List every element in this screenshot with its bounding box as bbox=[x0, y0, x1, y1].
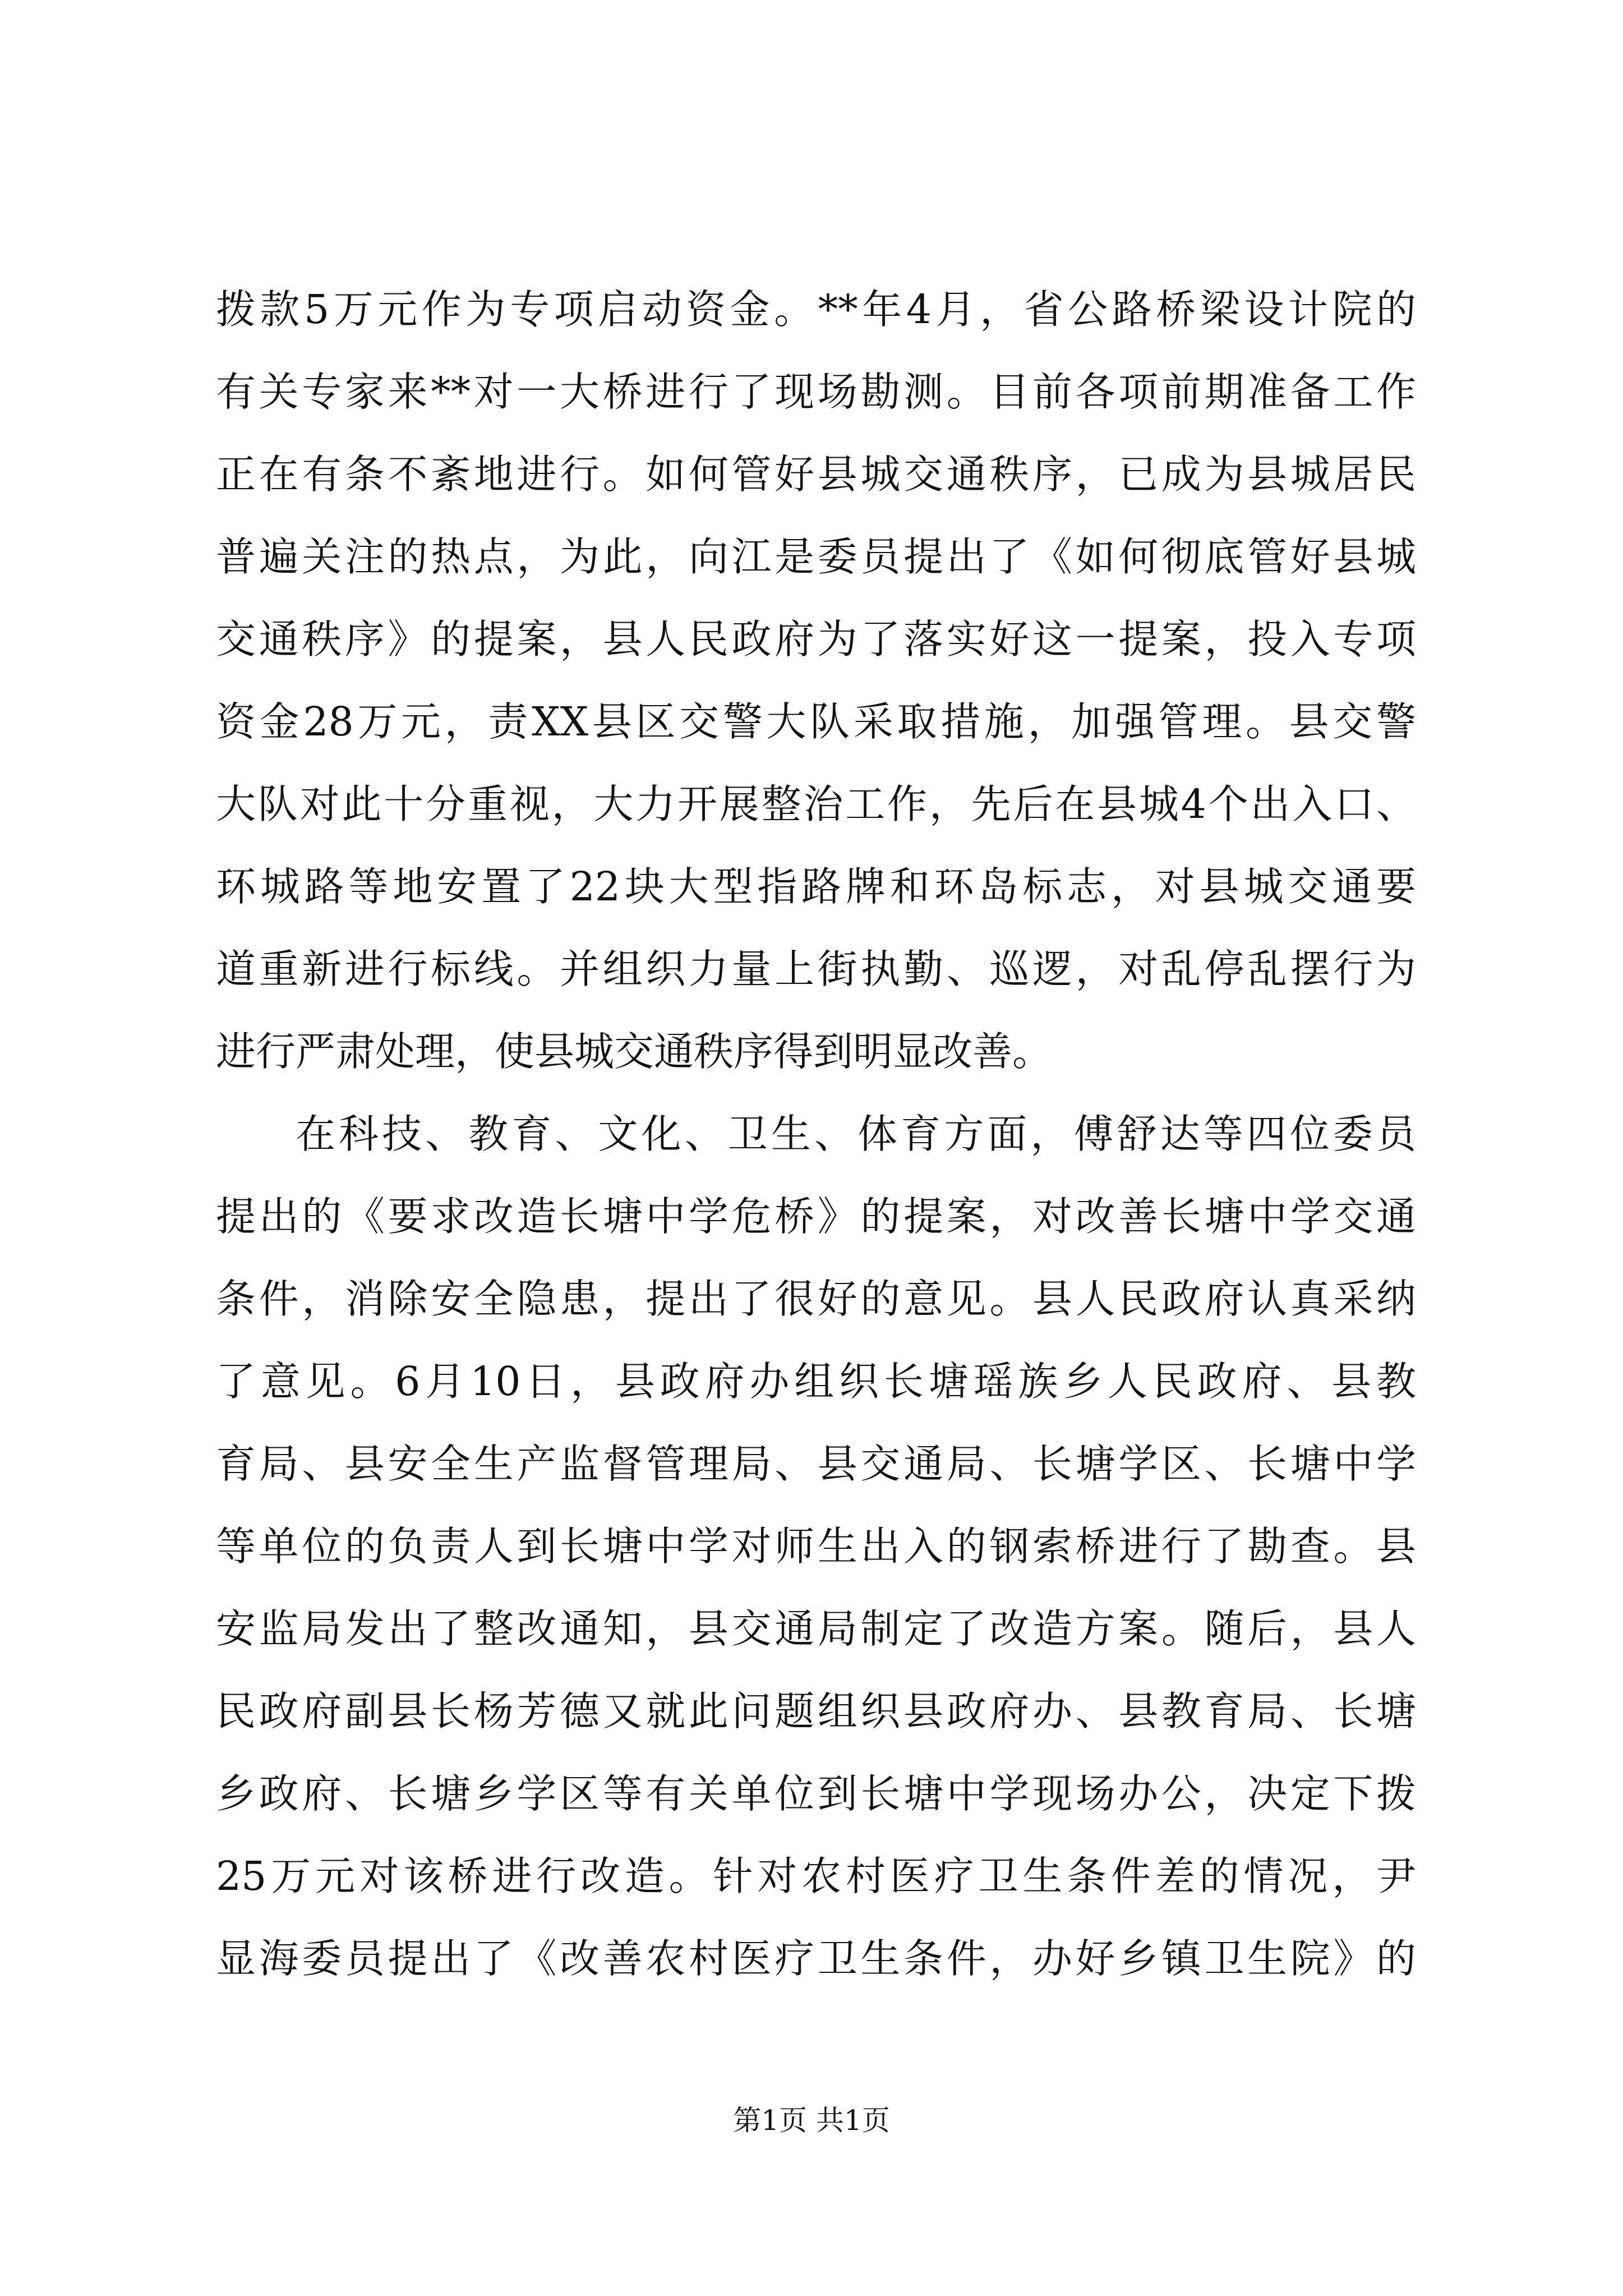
text-line: 交通秩序》的提案，县人民政府为了落实好这一提案，投入专项 bbox=[216, 616, 1416, 662]
text-line: 正在有条不紊地进行。如何管好县城交通秩序，已成为县城居民 bbox=[216, 451, 1416, 498]
text-line: 普遍关注的热点，为此，向江是委员提出了《如何彻底管好县城 bbox=[216, 533, 1416, 580]
text-line: 等单位的负责人到长塘中学对师生出入的钢索桥进行了勘查。县 bbox=[216, 1523, 1416, 1570]
paragraph-2 bbox=[216, 1093, 1416, 2000]
text-line: 在科技、教育、文化、卫生、体育方面，傅舒达等四位委员 bbox=[296, 1111, 1416, 1157]
text-line: 育局、县安全生产监督管理局、县交通局、长塘学区、长塘中学 bbox=[216, 1441, 1416, 1487]
text-line: 25万元对该桥进行改造。针对农村医疗卫生条件差的情况，尹 bbox=[216, 1853, 1416, 1899]
text-line: 道重新进行标线。并组织力量上街执勤、巡逻，对乱停乱摆行为 bbox=[216, 946, 1416, 992]
text-line: 民政府副县长杨芳德又就此问题组织县政府办、县教育局、长塘 bbox=[216, 1688, 1416, 1734]
body-text bbox=[216, 268, 1416, 2000]
text-line: 进行严肃处理，使县城交通秩序得到明显改善。 bbox=[216, 1028, 1053, 1075]
text-line: 了意见。6月10日，县政府办组织长塘瑶族乡人民政府、县教 bbox=[216, 1358, 1416, 1405]
text-line: 条件，消除安全隐患，提出了很好的意见。县人民政府认真采纳 bbox=[216, 1276, 1416, 1322]
text-line: 有关专家来**对一大桥进行了现场勘测。目前各项前期准备工作 bbox=[216, 369, 1416, 415]
text-line: 环城路等地安置了22块大型指路牌和环岛标志，对县城交通要 bbox=[216, 863, 1416, 910]
text-line: 提出的《要求改造长塘中学危桥》的提案，对改善长塘中学交通 bbox=[216, 1193, 1416, 1240]
text-line: 乡政府、长塘乡学区等有关单位到长塘中学现场办公，决定下拨 bbox=[216, 1770, 1416, 1817]
text-line: 资金28万元，责XX县区交警大队采取措施，加强管理。县交警 bbox=[216, 698, 1416, 745]
text-line: 安监局发出了整改通知，县交通局制定了改造方案。随后，县人 bbox=[216, 1605, 1416, 1652]
text-line: 显海委员提出了《改善农村医疗卫生条件，办好乡镇卫生院》的 bbox=[216, 1935, 1416, 1982]
text-line: 拨款5万元作为专项启动资金。**年4月，省公路桥梁设计院的 bbox=[216, 286, 1416, 333]
text-line: 大队对此十分重视，大力开展整治工作，先后在县城4个出入口、 bbox=[216, 781, 1416, 827]
paragraph-1 bbox=[216, 268, 1416, 1093]
page-number-footer: 第1页 共1页 bbox=[733, 2104, 890, 2137]
